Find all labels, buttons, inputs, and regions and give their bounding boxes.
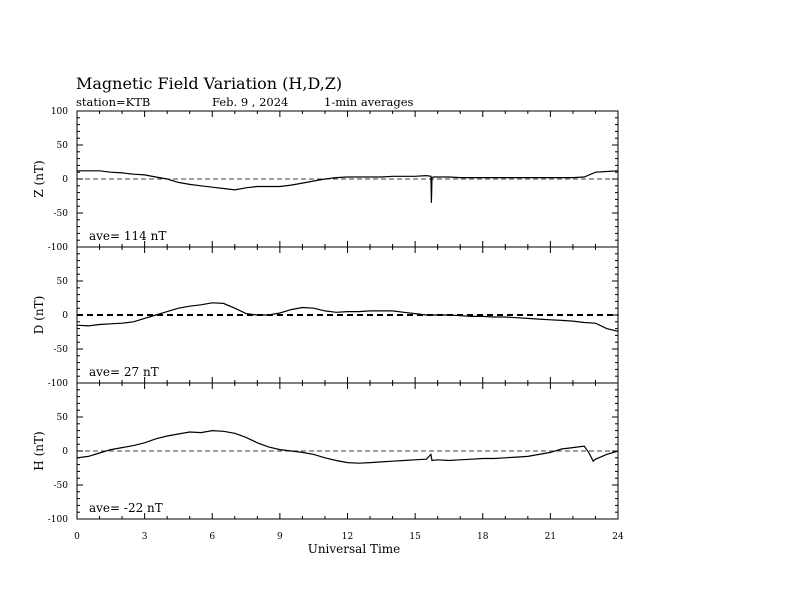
y-axis-label: D (nT) <box>32 295 46 335</box>
series-line-d <box>77 303 618 332</box>
x-tick-label: 12 <box>341 532 354 542</box>
series-line-h <box>77 431 618 464</box>
x-tick-label: 9 <box>277 532 283 542</box>
station-label: station=KTB <box>76 95 151 109</box>
y-tick-label: 0 <box>62 311 68 321</box>
y-axis-label: Z (nT) <box>32 160 46 198</box>
y-axis-label: H (nT) <box>32 431 46 471</box>
x-tick-label: 21 <box>544 532 557 542</box>
y-tick-label: 50 <box>56 277 68 287</box>
y-tick-label: -50 <box>53 345 68 355</box>
y-tick-label: 50 <box>56 413 68 423</box>
y-tick-label: -100 <box>47 379 68 389</box>
y-tick-label: 0 <box>62 175 68 185</box>
average-label: ave= 27 nT <box>89 365 159 379</box>
series-line-z <box>77 171 618 203</box>
y-tick-label: 0 <box>62 447 68 457</box>
x-tick-label: 15 <box>409 532 421 542</box>
date-label: Feb. 9 , 2024 <box>212 95 289 109</box>
y-tick-label: -100 <box>47 243 68 253</box>
x-tick-label: 18 <box>477 532 489 542</box>
x-axis-label: Universal Time <box>307 542 401 556</box>
x-tick-label: 24 <box>612 532 624 542</box>
x-tick-label: 6 <box>209 532 216 542</box>
panel-h <box>32 383 624 556</box>
y-tick-label: -100 <box>47 515 68 525</box>
average-label: ave= 114 nT <box>89 229 167 243</box>
y-tick-label: 50 <box>56 141 68 151</box>
x-tick-label: 3 <box>141 532 148 542</box>
average-label: ave= -22 nT <box>89 501 163 515</box>
y-tick-label: -50 <box>53 209 68 219</box>
y-tick-label: -50 <box>53 481 68 491</box>
panel-z <box>32 107 618 253</box>
x-tick-label: 0 <box>74 532 80 542</box>
averages-label: 1-min averages <box>324 95 414 109</box>
panel-d <box>32 247 618 389</box>
y-tick-label: 100 <box>50 107 68 117</box>
chart-title: Magnetic Field Variation (H,D,Z) <box>76 74 343 93</box>
